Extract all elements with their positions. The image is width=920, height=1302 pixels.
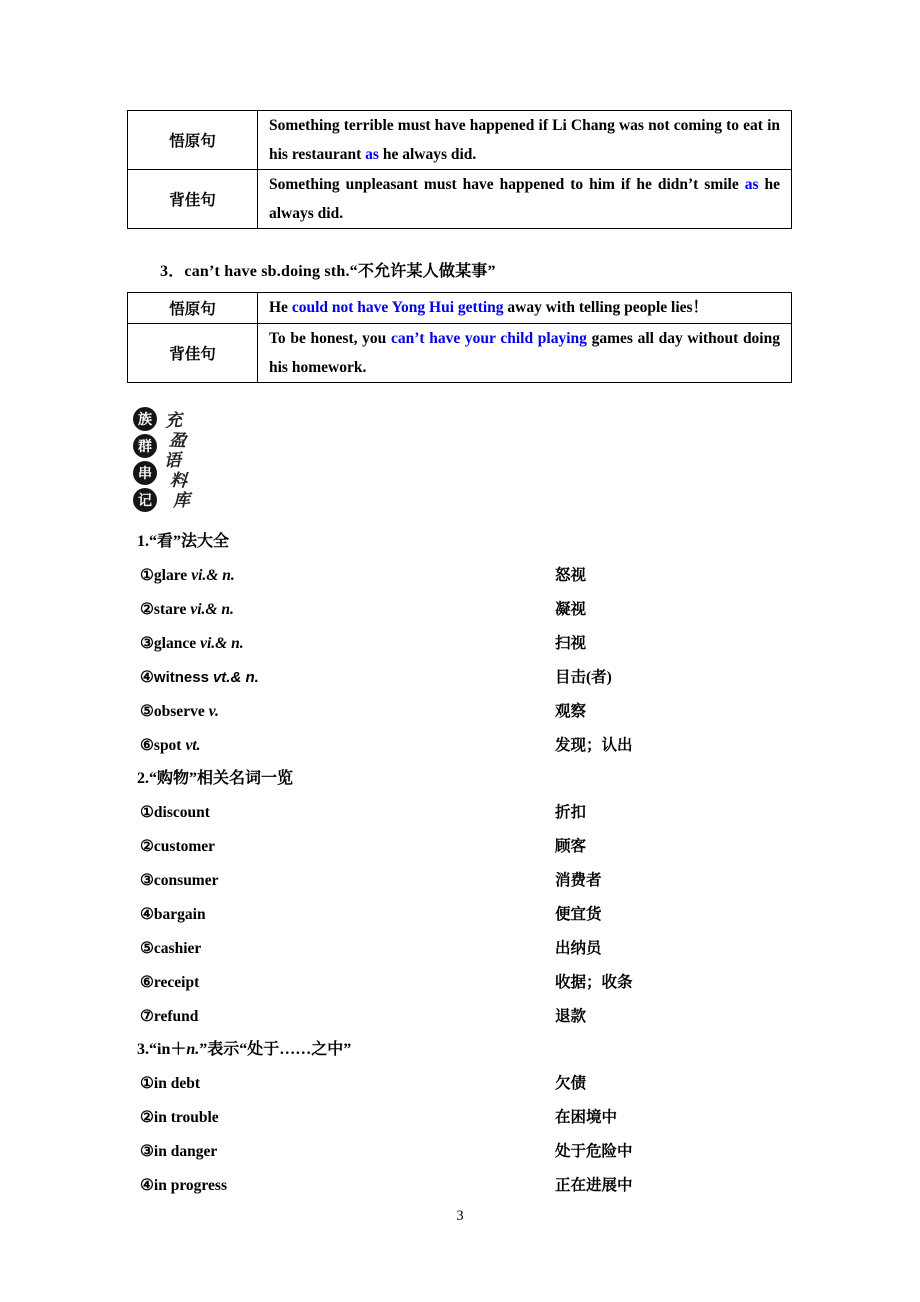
stamp-caption-char: 盈	[168, 430, 187, 451]
item-translation: 欠债	[555, 1075, 587, 1092]
item-translation: 消费者	[555, 872, 602, 889]
item-term: receipt	[153, 974, 200, 991]
vocab-item	[127, 836, 792, 857]
vocab-section-title: 1.“看”法大全	[137, 533, 230, 550]
row-label: 悟原句	[128, 293, 258, 324]
item-pos: vt.& n.	[212, 669, 259, 686]
stamp-caption	[160, 410, 191, 511]
item-term: witness	[153, 669, 209, 686]
vocab-item	[127, 565, 792, 586]
item-translation: 折扣	[555, 804, 587, 821]
item-term: in trouble	[153, 1109, 219, 1126]
item-pos: vt.	[185, 737, 201, 754]
item-number: ②	[140, 838, 154, 855]
stamp-badge-icon: 记	[133, 488, 157, 512]
item-number: ①	[140, 804, 154, 821]
vocab-item	[127, 1107, 792, 1128]
item-number: ⑥	[140, 737, 154, 754]
item-term: in progress	[153, 1177, 227, 1194]
item-term: customer	[153, 838, 216, 855]
item-translation: 目击(者)	[555, 669, 612, 686]
vocab-section-title: 3.“in＋n.”表示“处于……之中”	[137, 1041, 352, 1058]
sentence-table-1	[127, 110, 792, 229]
item-term: bargain	[153, 906, 206, 923]
item-translation: 处于危险中	[555, 1143, 633, 1160]
item-pos: vi.& n.	[200, 635, 244, 652]
item-term: consumer	[153, 872, 219, 889]
stamp-caption-char: 料	[169, 470, 188, 491]
vocab-item	[127, 972, 792, 993]
item-term: spot	[153, 737, 182, 754]
item-term: refund	[153, 1008, 199, 1025]
stamp-caption-char: 语	[163, 450, 182, 471]
row-sentence: To be honest, you can’t have your child playing games all day without doing his homework.	[258, 324, 792, 383]
vocab-lists	[127, 532, 792, 1196]
table-row	[128, 324, 792, 383]
item-translation: 在困境中	[555, 1109, 618, 1126]
item-translation: 收据；收条	[555, 974, 633, 991]
stamp-caption-char: 充	[164, 410, 183, 431]
stamp-badge-icon: 族	[133, 407, 157, 431]
table-row	[128, 170, 792, 229]
vocab-section-title: 2.“购物”相关名词一览	[137, 770, 294, 787]
stamp-badge-column	[133, 407, 157, 512]
vocab-item	[127, 904, 792, 925]
item-number: ③	[140, 635, 154, 652]
item-term: stare	[153, 601, 187, 618]
item-number: ③	[140, 872, 154, 889]
item-pos: vi.& n.	[191, 567, 235, 584]
item-pos: vi.& n.	[190, 601, 234, 618]
item-number: ①	[140, 1075, 154, 1092]
item-term: glance	[153, 635, 197, 652]
vocab-item	[127, 1141, 792, 1162]
item-number: ④	[140, 1177, 154, 1194]
item-number: ③	[140, 1143, 154, 1160]
item-translation: 凝视	[555, 601, 587, 618]
sentence-table-2	[127, 292, 792, 383]
item-number: ①	[140, 567, 154, 584]
item-number: ④	[140, 669, 154, 686]
item-translation: 顾客	[555, 838, 587, 855]
row-label: 背佳句	[128, 170, 258, 229]
item-term: glare	[153, 567, 188, 584]
row-sentence: Something terrible must have happened if Li Chang was not coming to eat in his restaurant as he always did.	[258, 111, 792, 170]
item-term: discount	[153, 804, 210, 821]
vocab-item	[127, 633, 792, 654]
item-number: ②	[140, 601, 154, 618]
page-number: 3	[456, 1208, 464, 1224]
item-number: ⑤	[140, 703, 154, 720]
item-number: ②	[140, 1109, 154, 1126]
section-stamp-icon	[133, 407, 792, 519]
vocab-item	[127, 1073, 792, 1094]
item-translation: 出纳员	[555, 940, 602, 957]
item-translation: 扫视	[555, 635, 587, 652]
vocab-item	[127, 938, 792, 959]
vocab-item	[127, 870, 792, 891]
item-translation: 观察	[555, 703, 587, 720]
item-term: in debt	[153, 1075, 200, 1092]
item-number: ④	[140, 906, 154, 923]
row-label: 悟原句	[128, 111, 258, 170]
stamp-badge-icon: 串	[133, 461, 157, 485]
vocab-item	[127, 701, 792, 722]
item-translation: 正在进展中	[555, 1177, 633, 1194]
vocab-item	[127, 667, 792, 688]
table-row	[128, 293, 792, 324]
item-term: observe	[153, 703, 205, 720]
row-sentence: Something unpleasant must have happened to him if he didn’t smile as he always did.	[258, 170, 792, 229]
item-term: cashier	[153, 940, 202, 957]
row-sentence: He could not have Yong Hui getting away with telling people lies！	[258, 293, 792, 324]
item-pos: v.	[208, 703, 219, 720]
item-translation: 发现；认出	[555, 737, 633, 754]
vocab-item	[127, 735, 792, 756]
vocab-item	[127, 1175, 792, 1196]
item-translation: 怒视	[555, 567, 587, 584]
stamp-badge-icon: 群	[133, 434, 157, 458]
item-number: ⑦	[140, 1008, 154, 1025]
item-number: ⑥	[140, 974, 154, 991]
vocab-item	[127, 802, 792, 823]
item-translation: 便宜货	[555, 906, 602, 923]
item-number: ⑤	[140, 940, 154, 957]
vocab-item	[127, 599, 792, 620]
vocab-item	[127, 1006, 792, 1027]
item-term: in danger	[153, 1143, 218, 1160]
item-translation: 退款	[555, 1008, 587, 1025]
grammar-point-heading: 3．can’t have sb.doing sth.“不允许某人做某事”	[160, 263, 496, 280]
table-row	[128, 111, 792, 170]
row-label: 背佳句	[128, 324, 258, 383]
stamp-caption-char: 库	[172, 490, 191, 511]
